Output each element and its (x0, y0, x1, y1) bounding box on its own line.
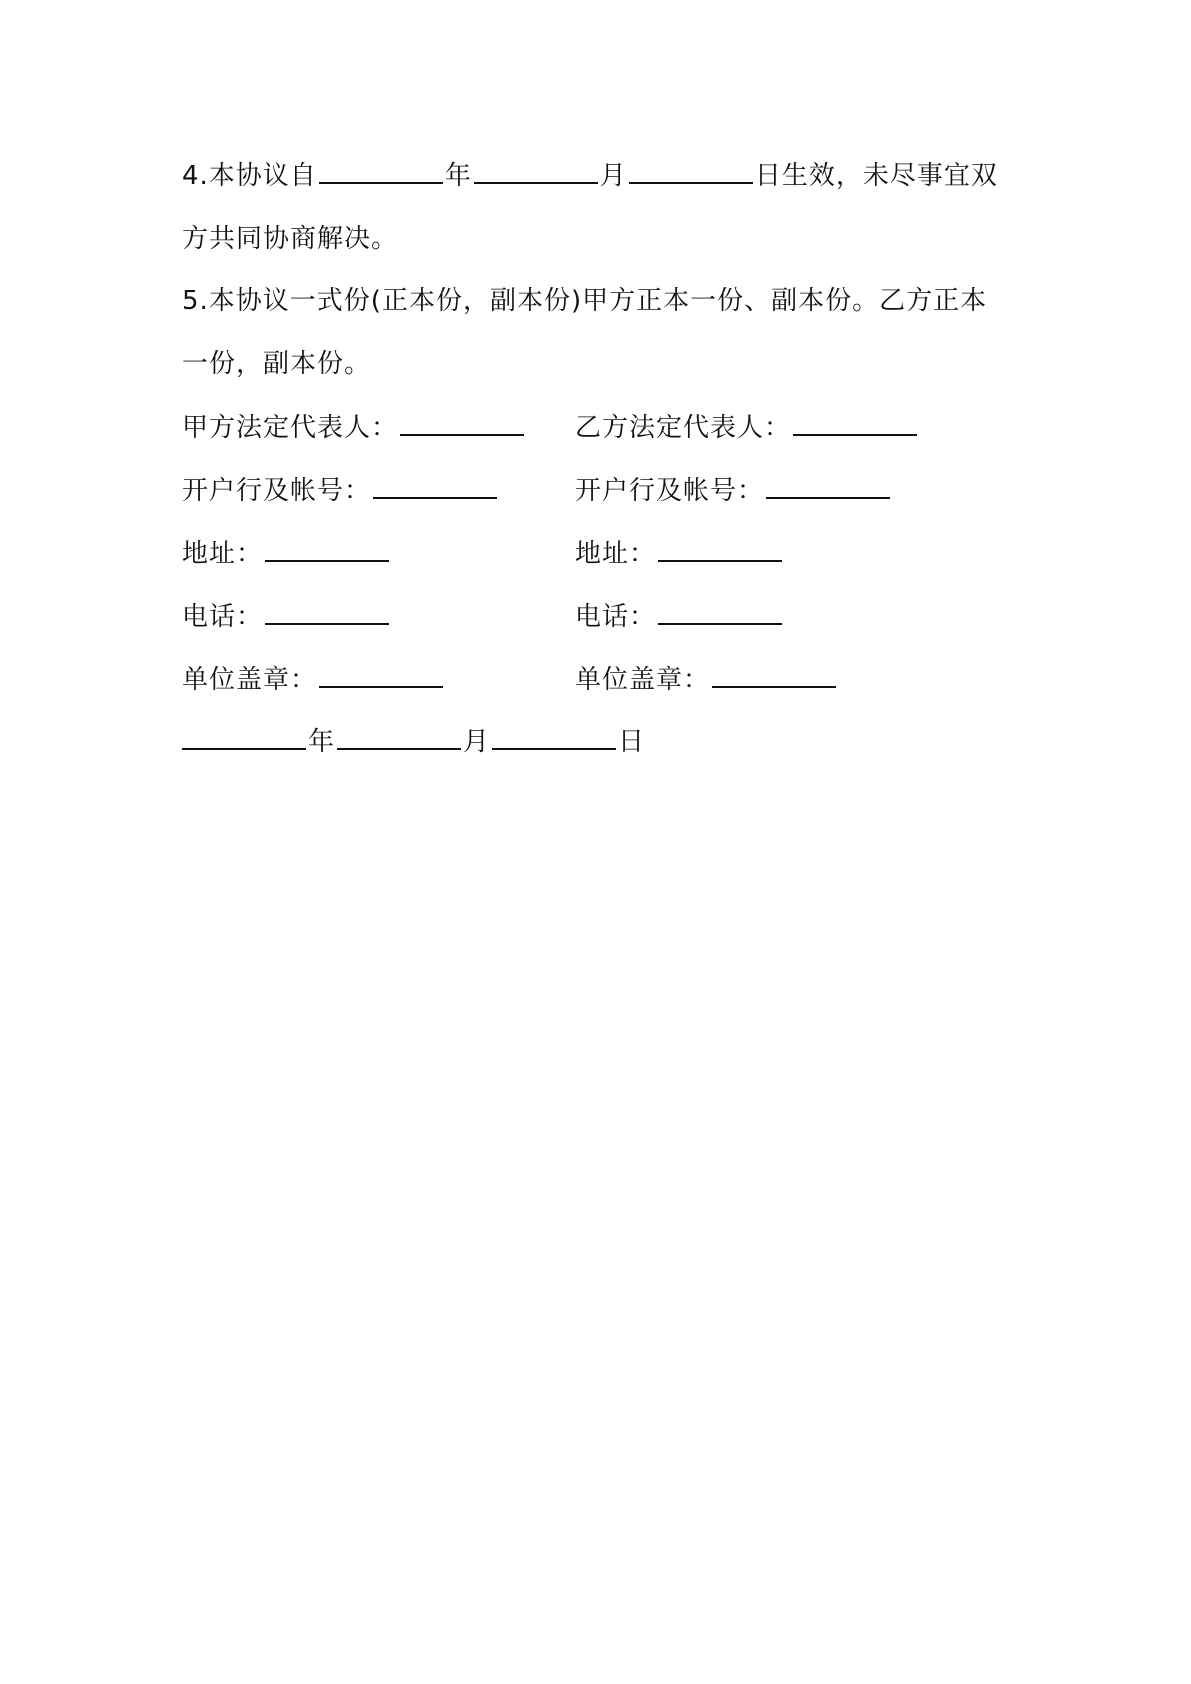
party-a-seal-label: 单位盖章： (182, 665, 318, 695)
party-b-phone-blank[interactable] (658, 599, 782, 625)
signing-year-blank[interactable] (182, 724, 306, 750)
party-b-address-blank[interactable] (658, 536, 782, 562)
party-a-phone-blank[interactable] (265, 599, 389, 625)
signature-row-seal-right (575, 662, 838, 697)
party-b-bank-blank[interactable] (766, 473, 890, 499)
party-a-seal-blank[interactable] (319, 662, 443, 688)
clause4-line2: 方共同协商解决。 (182, 224, 399, 254)
signing-day-blank[interactable] (492, 724, 616, 750)
signing-month-label: 月 (463, 727, 491, 757)
party-b-bank-label: 开户行及帐号： (575, 476, 765, 506)
effective-month-blank[interactable] (474, 158, 598, 184)
party-b-seal-blank[interactable] (712, 662, 836, 688)
clause4-suffix: 日生效，未尽事宜双 (754, 161, 998, 191)
clause5-line2: 一份，副本份。 (182, 349, 372, 379)
signing-date-line (182, 724, 645, 759)
party-a-phone-label: 电话： (182, 602, 264, 632)
signature-row-phone (182, 599, 391, 634)
party-a-bank-blank[interactable] (373, 473, 497, 499)
signature-row-rep (182, 410, 526, 445)
signature-row-seal (182, 662, 445, 697)
effective-day-blank[interactable] (629, 158, 753, 184)
party-b-seal-label: 单位盖章： (575, 665, 711, 695)
clause4-line1 (182, 158, 998, 193)
signature-row-bank-right (575, 473, 892, 508)
clause4-prefix: 4.本协议自 (182, 161, 317, 191)
party-b-address-label: 地址： (575, 539, 657, 569)
signature-row-address-right (575, 536, 784, 571)
party-b-rep-label: 乙方法定代表人： (575, 413, 792, 443)
party-a-rep-blank[interactable] (400, 410, 524, 436)
party-b-phone-label: 电话： (575, 602, 657, 632)
signing-day-label: 日 (618, 727, 646, 757)
clause5-line1: 5.本协议一式份(正本份，副本份)甲方正本一份、副本份。乙方正本 (182, 286, 988, 316)
signing-month-blank[interactable] (337, 724, 461, 750)
party-a-address-label: 地址： (182, 539, 264, 569)
effective-year-blank[interactable] (319, 158, 443, 184)
party-a-address-blank[interactable] (265, 536, 389, 562)
signature-row-address (182, 536, 391, 571)
party-a-bank-label: 开户行及帐号： (182, 476, 372, 506)
party-b-rep-blank[interactable] (793, 410, 917, 436)
signing-year-label: 年 (308, 727, 336, 757)
signature-row-rep-right (575, 410, 919, 445)
signature-row-bank (182, 473, 499, 508)
clause4-month-label: 月 (599, 161, 627, 191)
signature-row-phone-right (575, 599, 784, 634)
party-a-rep-label: 甲方法定代表人： (182, 413, 399, 443)
clause4-year-label: 年 (444, 161, 472, 191)
